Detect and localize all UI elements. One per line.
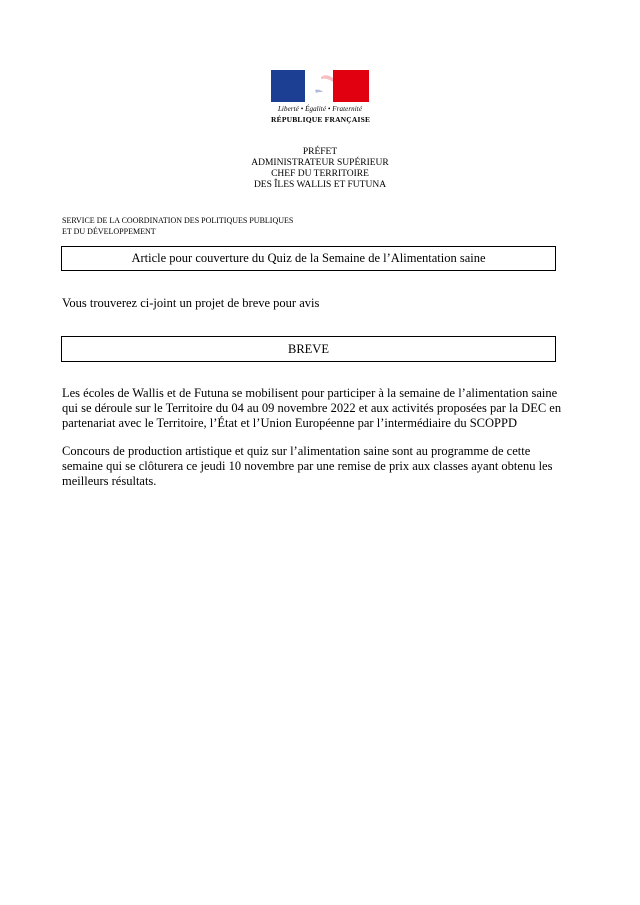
paragraph-line: partenariat avec le Territoire, l’État et l’Union Européenne par l’intermédiaire du SCOPPD [62,416,517,430]
republic-name: RÉPUBLIQUE FRANÇAISE [271,115,371,124]
paragraph-line: Concours de production artistique et quiz sur l’alimentation saine sont au programme de cette [62,444,531,458]
service-name [62,215,293,237]
republique-francaise-logo [271,70,369,124]
issuing-authority [220,147,420,191]
intro-text: Vous trouverez ci-joint un projet de breve pour avis [62,296,320,310]
body-paragraph-1 [62,386,582,431]
authority-line: PRÉFET [302,147,338,157]
paragraph-line: meilleurs résultats. [62,474,157,488]
marianne-profile-icon [271,70,369,102]
body-paragraph-2 [62,444,582,489]
authority-line: CHEF DU TERRITOIRE [271,169,369,179]
service-line: SERVICE DE LA COORDINATION DES POLITIQUES PUBLIQUES [62,216,294,225]
paragraph-line: semaine qui se clôturera ce jeudi 10 novembre par une remise de prix aux classes ayant obtenu les [62,459,553,473]
republic-motto: Liberté • Égalité • Fraternité [277,105,363,113]
service-line: ET DU DÉVELOPPEMENT [62,227,156,236]
marianne-flag-emblem [271,70,369,102]
paragraph-line: qui se déroule sur le Territoire du 04 au 09 novembre 2022 et aux activités proposées par la DEC en [62,401,562,415]
subject-box: Article pour couverture du Quiz de la Semaine de l’Alimentation saine [61,246,556,271]
breve-title-box: BREVE [61,336,556,362]
authority-line: ADMINISTRATEUR SUPÉRIEUR [251,158,389,168]
authority-line: DES ÎLES WALLIS ET FUTUNA [253,180,387,190]
paragraph-line: Les écoles de Wallis et de Futuna se mobilisent pour participer à la semaine de l’alimentation saine [62,386,558,400]
